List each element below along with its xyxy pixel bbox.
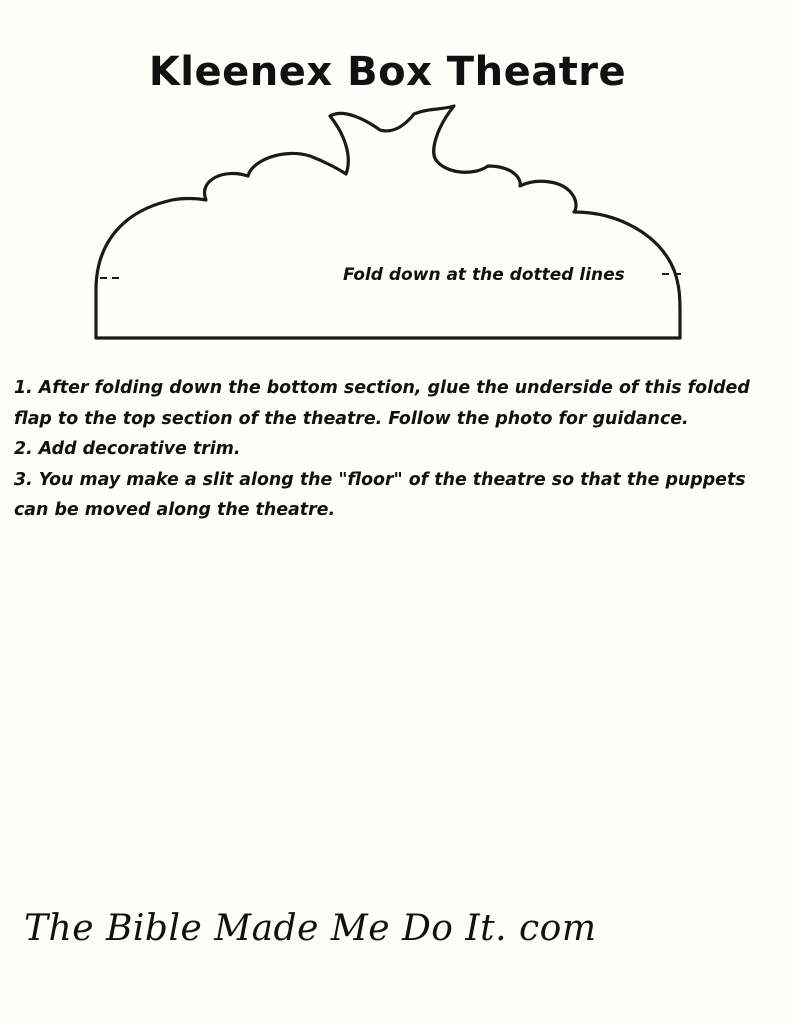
instructions-list — [14, 373, 784, 526]
site-brand-footer: The Bible Made Me Do It. com — [24, 908, 597, 949]
page-title: Kleenex Box Theatre — [148, 48, 627, 95]
fold-instruction-label: Fold down at the dotted lines — [343, 265, 625, 285]
theatre-outline — [96, 106, 680, 338]
instruction-step: 2. Add decorative trim. — [14, 439, 241, 459]
theatre-cutout-template — [0, 0, 795, 360]
instruction-step: 3. You may make a slit along the "floor" of the theatre so that the puppets can be moved along the theatre. — [14, 469, 746, 520]
instruction-step: 1. After folding down the bottom section, glue the underside of this folded flap to the top section of the theatre. Follow the photo for guidance. — [14, 378, 750, 429]
